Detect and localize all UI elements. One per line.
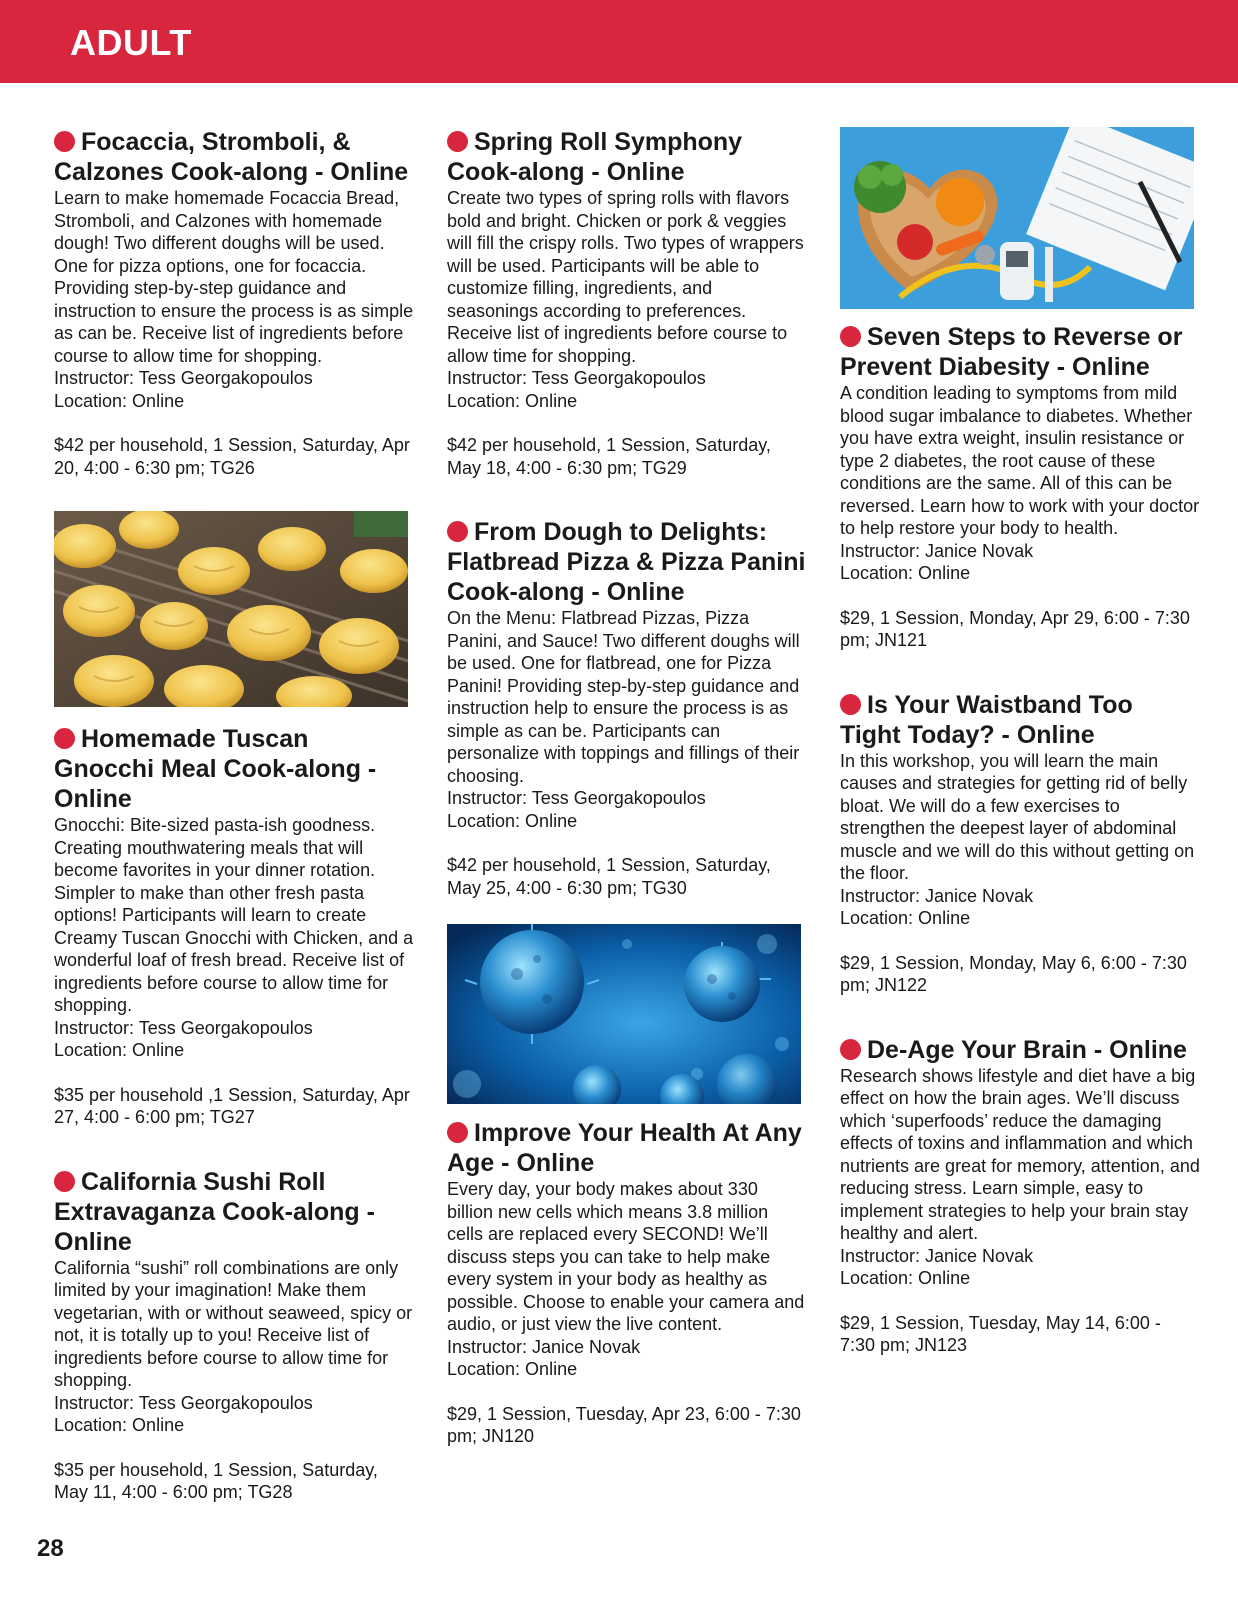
cells-photo	[447, 924, 801, 1104]
course-tg26	[54, 127, 414, 479]
course-tg29	[447, 127, 807, 479]
health-photo	[840, 127, 1194, 309]
course-tg30	[447, 517, 807, 899]
bullet-icon	[447, 521, 468, 542]
bullet-icon	[54, 728, 75, 749]
course-jn120	[447, 1118, 807, 1448]
course-title: De-Age Your Brain - Online	[840, 1035, 1200, 1065]
course-description: California “sushi” roll combinations are only limited by your imagination! Make them vegetarian, with or without seaweed, spicy or not, it is totally up to you! Receive list of ingredients before course to allow time for shopping.	[54, 1257, 413, 1390]
section-banner	[0, 0, 1238, 83]
column-middle	[447, 127, 807, 1448]
course-jn123	[840, 1035, 1200, 1357]
course-instructor: Instructor: Janice Novak	[840, 540, 1034, 561]
course-instructor: Instructor: Tess Georgakopoulos	[447, 788, 706, 808]
course-price: $42 per household, 1 Session, Saturday, Apr 20, 4:00 - 6:30 pm; TG26	[54, 435, 410, 478]
course-price: $42 per household, 1 Session, Saturday, May 25, 4:00 - 6:30 pm; TG30	[447, 855, 771, 898]
course-title: California Sushi Roll Extravaganza Cook-along - Online	[54, 1167, 375, 1256]
course-description: Create two types of spring rolls with flavors bold and bright. Chicken or pork & veggies will fill the crispy rolls. Two types of wrappers will be used. Participants will be able to customize filling, ingredients, and seasonings according to preferences. Receive list of ingredients before course to allow time for shopping.	[447, 188, 804, 366]
course-title: Improve Your Health At Any Age - Online	[447, 1119, 802, 1177]
course-instructor: Instructor: Janice Novak	[840, 1245, 1034, 1266]
course-location: Location: Online	[447, 390, 578, 411]
course-price: $29, 1 Session, Monday, May 6, 6:00 - 7:30 pm; JN122	[840, 952, 1187, 995]
course-title: Is Your Waistband Too Tight Today? - Online	[840, 690, 1133, 749]
course-location: Location: Online	[54, 1040, 185, 1060]
course-description: Every day, your body makes about 330 billion new cells which means 3.8 million cells are replaced every SECOND! We’ll discuss steps you can take to help make every system in your body as healthy as possible. Choose to enable your camera and audio, or just view the live content.	[447, 1179, 805, 1334]
course-instructor: Instructor: Tess Georgakopoulos	[447, 368, 706, 388]
bullet-icon	[54, 131, 75, 152]
course-price: $35 per household, 1 Session, Saturday, May 11, 4:00 - 6:00 pm; TG28	[54, 1459, 378, 1502]
column-right	[840, 127, 1200, 1357]
course-description: A condition leading to symptoms from mild blood sugar imbalance to diabetes. Whether you have extra weight, insulin resistance or type 2 diabetes, the root cause of these conditions are the same. All of this can be reversed. Learn how to work with your doctor to help restore your body to health.	[840, 383, 1200, 538]
course-title: Homemade Tuscan Gnocchi Meal Cook-along - Online	[54, 725, 377, 813]
course-instructor: Instructor: Janice Novak	[447, 1336, 641, 1357]
section-title: ADULT	[70, 22, 192, 63]
course-instructor: Instructor: Tess Georgakopoulos	[54, 368, 313, 388]
course-tg28	[54, 1167, 414, 1504]
column-left	[54, 127, 414, 1504]
course-price: $35 per household ,1 Session, Saturday, Apr 27, 4:00 - 6:00 pm; TG27	[54, 1084, 410, 1127]
course-instructor: Instructor: Tess Georgakopoulos	[54, 1392, 313, 1413]
course-tg27	[54, 724, 414, 1129]
bullet-icon	[54, 1171, 75, 1192]
course-location: Location: Online	[447, 810, 578, 831]
course-price: $29, 1 Session, Monday, Apr 29, 6:00 - 7:30 pm; JN121	[840, 607, 1190, 650]
course-price: $42 per household, 1 Session, Saturday, May 18, 4:00 - 6:30 pm; TG29	[447, 435, 771, 478]
bullet-icon	[447, 131, 468, 152]
bullet-icon	[447, 1122, 468, 1143]
course-jn121	[840, 322, 1200, 652]
course-description: In this workshop, you will learn the main causes and strategies for getting rid of belly bloat. We will do a few exercises to strengthen the deepest layer of abdominal muscle and we will do this without getting on the floor.	[840, 750, 1195, 883]
course-location: Location: Online	[447, 1359, 578, 1379]
course-title: From Dough to Delights: Flatbread Pizza & Pizza Panini Cook-along - Online	[447, 518, 806, 606]
gnocchi-photo	[54, 511, 408, 707]
course-instructor: Instructor: Tess Georgakopoulos	[54, 1017, 313, 1038]
course-title: Focaccia, Stromboli, & Calzones Cook-along - Online	[54, 128, 409, 186]
course-description: Research shows lifestyle and diet have a big effect on how the brain ages. We’ll discuss which ‘superfoods’ reduce the damaging effects of toxins and inflammation and which nutrients are great for memory, attention, and reducing stress. Learn simple, easy to implement strategies to help your brain stay healthy and alert.	[840, 1065, 1200, 1243]
course-title: Seven Steps to Reverse or Prevent Diabesity - Online	[840, 323, 1183, 381]
course-location: Location: Online	[840, 1268, 971, 1288]
bullet-icon	[840, 694, 861, 715]
course-instructor: Instructor: Janice Novak	[840, 885, 1034, 906]
course-description: Gnocchi: Bite-sized pasta-ish goodness. Creating mouthwatering meals that will become favorites in your dinner rotation. Simpler to make than other fresh pasta options! Participants will learn to create Creamy Tuscan Gnocchi with Chicken, and a wonderful loaf of fresh bread. Receive list of ingredients before course to allow time for shopping.	[54, 815, 414, 1015]
course-description: On the Menu: Flatbread Pizzas, Pizza Panini, and Sauce! Two different doughs will be used. One for flatbread, one for Pizza Panini! Providing step-by-step guidance and instruction help to ensure the process is as simple as can be. Participants can personalize with toppings and fillings of their choosing.	[447, 608, 800, 786]
course-location: Location: Online	[54, 390, 185, 411]
course-location: Location: Online	[54, 1415, 185, 1435]
course-price: $29, 1 Session, Tuesday, May 14, 6:00 - 7:30 pm; JN123	[840, 1312, 1161, 1355]
bullet-icon	[840, 1039, 861, 1060]
course-title: Spring Roll Symphony Cook-along - Online	[447, 128, 743, 186]
course-location: Location: Online	[840, 563, 971, 583]
course-price: $29, 1 Session, Tuesday, Apr 23, 6:00 - 7:30 pm; JN120	[447, 1403, 801, 1446]
course-jn122	[840, 690, 1200, 997]
page-number: 28	[37, 1535, 64, 1562]
bullet-icon	[840, 326, 861, 347]
course-location: Location: Online	[840, 908, 971, 928]
course-description: Learn to make homemade Focaccia Bread, Stromboli, and Calzones with homemade dough! Two different doughs will be used. One for pizza options, one for focaccia. Providing step-by-step guidance and instruction to ensure the process is as simple as can be. Receive list of ingredients before course to allow time for shopping.	[54, 188, 414, 366]
